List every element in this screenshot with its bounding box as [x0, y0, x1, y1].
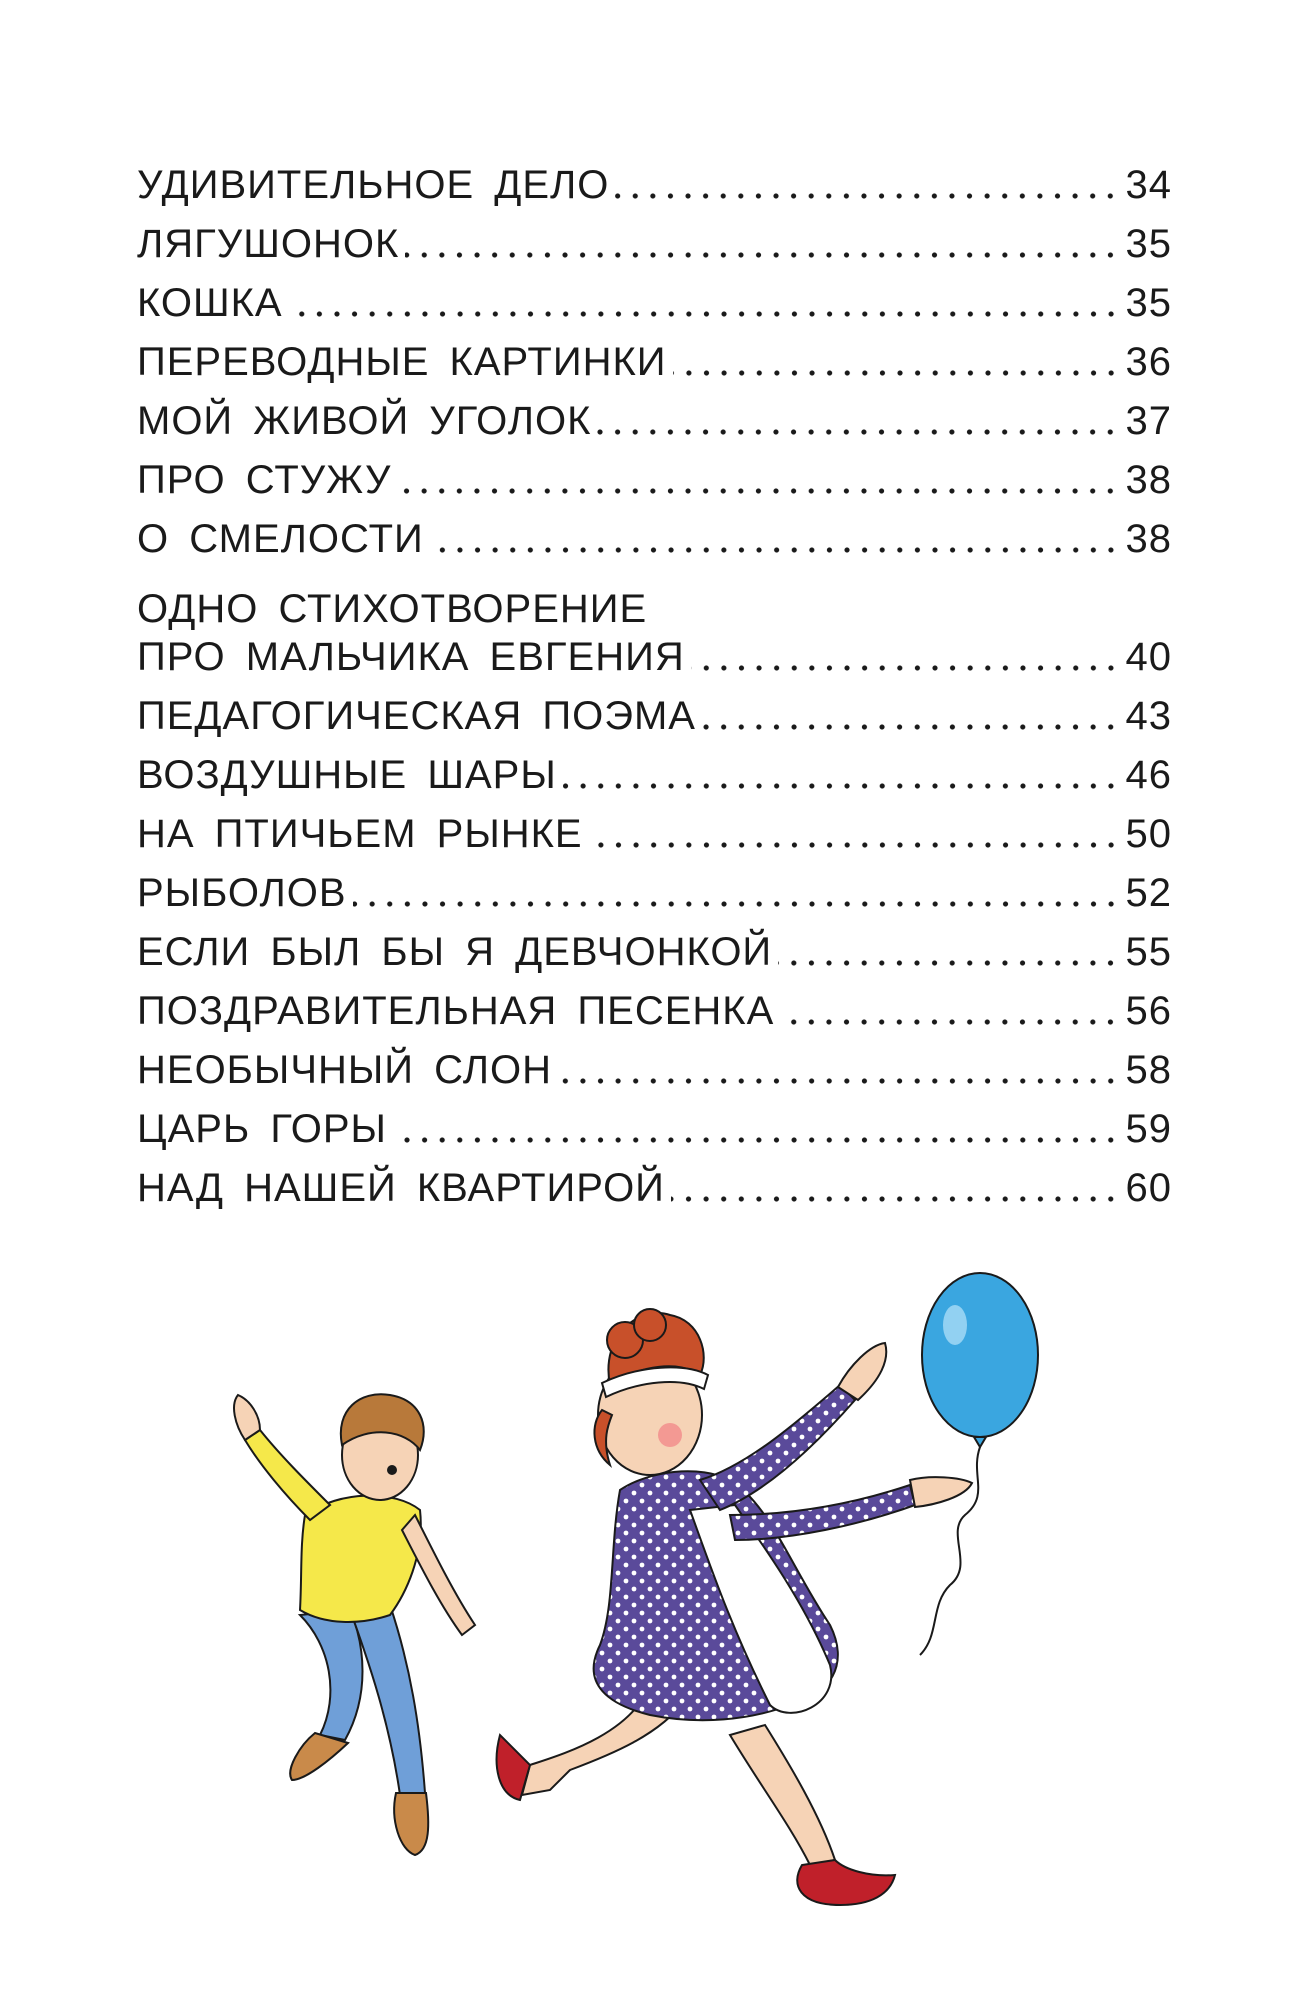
toc-entry[interactable]: [137, 858, 1172, 917]
toc-entry-title: УДИВИТЕЛЬНОЕ ДЕЛО: [137, 163, 610, 207]
toc-entry[interactable]: [137, 150, 1172, 209]
toc-entry-title: ЛЯГУШОНОК: [137, 222, 400, 266]
toc-entry-page: 38: [1125, 458, 1172, 502]
toc-entry-title: ПЕРЕВОДНЫЕ КАРТИНКИ: [137, 340, 667, 384]
toc-entry-title: МОЙ ЖИВОЙ УГОЛОК: [137, 399, 592, 443]
dot-leader: [673, 370, 1120, 376]
toc-entry[interactable]: [137, 268, 1172, 327]
toc-entry[interactable]: [137, 917, 1172, 976]
dot-leader: [405, 252, 1119, 258]
dot-leader: [615, 193, 1119, 199]
toc-entry[interactable]: [137, 1094, 1172, 1153]
toc-entry-title: КОШКА: [137, 281, 283, 325]
dot-leader: [597, 429, 1119, 435]
toc-entry-page: 52: [1125, 871, 1172, 915]
dot-leader: [691, 665, 1120, 671]
toc-entry-page: 43: [1125, 694, 1172, 738]
toc-entry-title: ПРО СТУЖУ: [137, 458, 392, 502]
toc-entry-title: ВОЗДУШНЫЕ ШАРЫ: [137, 753, 557, 797]
toc-entry[interactable]: [137, 209, 1172, 268]
toc-entry-title: РЫБОЛОВ: [137, 871, 347, 915]
toc-entry[interactable]: [137, 386, 1172, 445]
toc-entry-title: ПОЗДРАВИТЕЛЬНАЯ ПЕСЕНКА: [137, 989, 775, 1033]
toc-entry-page: 35: [1125, 222, 1172, 266]
table-of-contents: [137, 150, 1172, 1212]
toc-entry-title: НА ПТИЧЬЕМ РЫНКЕ: [137, 812, 583, 856]
toc-entry-page: 36: [1125, 340, 1172, 384]
toc-entry-page: 46: [1125, 753, 1172, 797]
dot-leader: [563, 783, 1120, 789]
toc-entry[interactable]: [137, 445, 1172, 504]
dot-leader: [353, 901, 1120, 907]
toc-entry-page: 35: [1125, 281, 1172, 325]
toc-entry-page: 55: [1125, 930, 1172, 974]
toc-entry-page: 60: [1125, 1166, 1172, 1210]
toc-entry-page: 38: [1125, 517, 1172, 561]
dot-leader: [289, 311, 1120, 317]
toc-entry-page: 34: [1125, 163, 1172, 207]
toc-entry-page: 40: [1125, 635, 1172, 679]
toc-entry-title: ЕСЛИ БЫЛ БЫ Я ДЕВЧОНКОЙ: [137, 930, 773, 974]
toc-entry-page: 58: [1125, 1048, 1172, 1092]
toc-entry-page: 50: [1125, 812, 1172, 856]
toc-entry[interactable]: [137, 740, 1172, 799]
toc-entry[interactable]: [137, 976, 1172, 1035]
toc-entry[interactable]: [137, 504, 1172, 563]
boy-and-woman-chasing-balloon-illustration: [230, 1265, 1110, 1925]
toc-entry-page: 59: [1125, 1107, 1172, 1151]
dot-leader: [393, 1137, 1120, 1143]
toc-entry-title: О СМЕЛОСТИ: [137, 517, 424, 561]
toc-entry-title: ОДНО СТИХОТВОРЕНИЕ ПРО МАЛЬЧИКА ЕВГЕНИЯ: [137, 587, 685, 679]
toc-entry[interactable]: [137, 327, 1172, 386]
toc-entry[interactable]: [137, 563, 1172, 681]
toc-entry-title: ПЕДАГОГИЧЕСКАЯ ПОЭМА: [137, 694, 696, 738]
dot-leader: [397, 488, 1119, 494]
toc-entry[interactable]: [137, 799, 1172, 858]
toc-entry-page: 56: [1125, 989, 1172, 1033]
balloon-icon: [920, 1273, 1038, 1655]
toc-entry-title: ЦАРЬ ГОРЫ: [137, 1107, 387, 1151]
toc-entry-title: НАД НАШЕЙ КВАРТИРОЙ: [137, 1166, 665, 1210]
toc-entry-page: 37: [1125, 399, 1172, 443]
dot-leader: [702, 724, 1120, 730]
dot-leader: [780, 1019, 1119, 1025]
toc-entry[interactable]: [137, 681, 1172, 740]
toc-entry-title: НЕОБЫЧНЫЙ СЛОН: [137, 1048, 552, 1092]
toc-entry[interactable]: [137, 1153, 1172, 1212]
dot-leader: [778, 960, 1119, 966]
dot-leader: [671, 1196, 1120, 1202]
dot-leader: [558, 1078, 1120, 1084]
boy-figure: [234, 1394, 475, 1855]
toc-entry[interactable]: [137, 1035, 1172, 1094]
dot-leader: [430, 547, 1120, 553]
woman-figure: [497, 1309, 972, 1905]
dot-leader: [589, 842, 1120, 848]
